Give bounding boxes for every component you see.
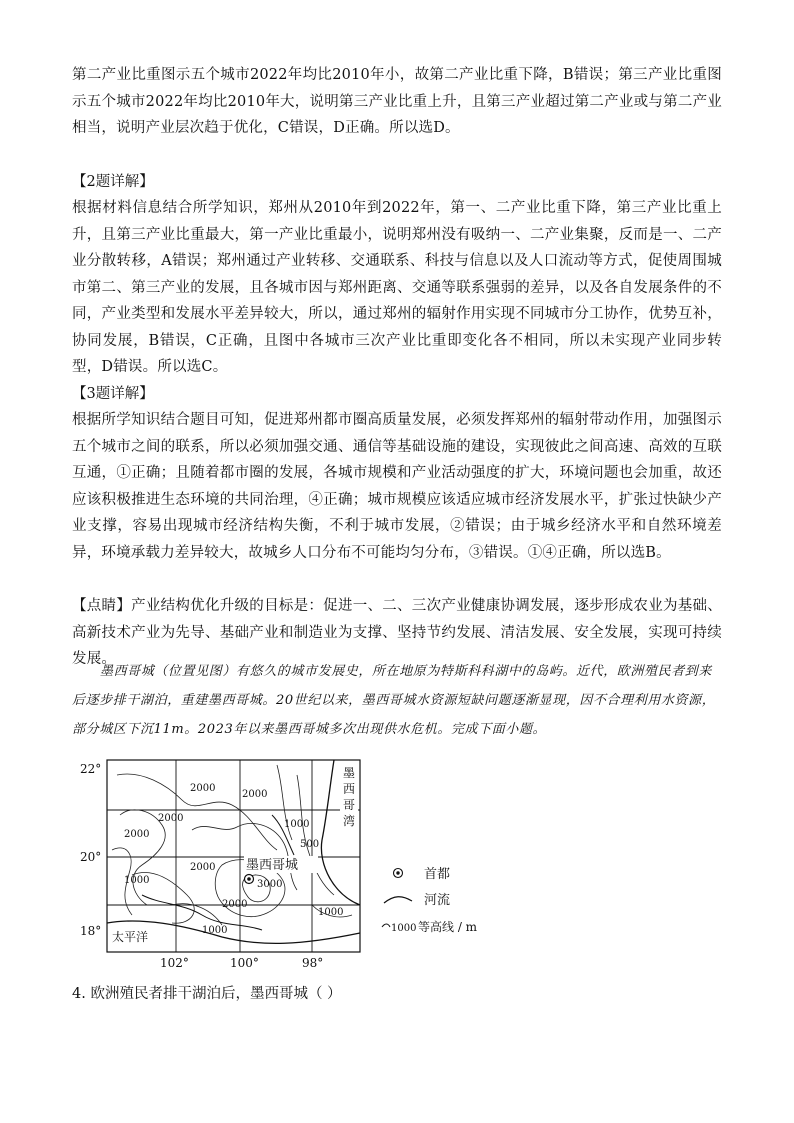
gulf-label-char: 墨 [343, 766, 356, 780]
gulf-label-char: 湾 [343, 814, 356, 828]
contour-label: 1000 [284, 819, 310, 830]
gulf-label-char: 西 [343, 782, 356, 796]
contour-label: 2000 [158, 813, 184, 824]
capital-dot-icon [247, 877, 251, 881]
lon-label: 100° [230, 956, 259, 970]
contour-label: 2000 [222, 899, 248, 910]
question-4: 4. 欧洲殖民者排干湖泊后，墨西哥城（ ） [72, 986, 342, 1002]
map-legend [382, 866, 478, 934]
contour-label: 2000 [242, 789, 268, 800]
contour-label: 1000 [124, 875, 150, 886]
contour-label: 3000 [257, 879, 283, 890]
contour-label: 1000 [202, 925, 228, 936]
city-label: 墨西哥城 [246, 858, 299, 873]
contour-label: 2000 [190, 862, 216, 873]
paragraph-key-point: 【点睛】产业结构优化升级的目标是：促进一、二、三次产业健康协调发展，逐步形成农业为基础、高新技术产业为先导、基础产业和制造业为支撑、坚持节约发展、清洁发展、安全发展，实现可持续发展。 [72, 598, 722, 667]
legend-capital-label: 首都 [424, 867, 451, 882]
heading-q3-detail: 【3题详解】 [72, 386, 154, 402]
lon-label: 98° [302, 956, 324, 970]
paragraph-answer-2: 根据材料信息结合所学知识，郑州从2010年到2022年，第一、二产业比重下降，第三产业比重上升，且第三产业比重最大，第一产业比重最小，说明郑州没有吸纳一、二产业集聚，反而是一、二产业分散转移，A错误；郑州通过产业转移、交通联系、科技与信息以及人口流动等方式，促使周围城市第二、第三产业的发展，且各城市因与郑州距离、交通等联系强弱的差异，以及各自发展条件的不同，产业类型和发展水平差异较大，所以，通过郑州的辐射作用实现不同城市分工协作，优势互补，协同发展，B错误，C正确，且图中各城市三次产业比重即变化各不相同，所以未实现产业同步转型，D错误。所以选C。 [72, 200, 722, 375]
paragraph-answer-1-tail: 第二产业比重图示五个城市2022年均比2010年小，故第二产业比重下降，B错误；第三产业比重图示五个城市2022年均比2010年大，说明第三产业比重上升，且第三产业超过第二产业或与第二产业相当，说明产业层次趋于优化，C错误，D正确。所以选D。 [72, 67, 722, 136]
lat-label: 22° [80, 762, 102, 776]
legend-contour-icon [382, 924, 390, 927]
lat-label: 20° [80, 850, 102, 864]
contour-label: 2000 [190, 783, 216, 794]
lat-label: 18° [80, 924, 102, 938]
legend-river-icon [384, 897, 412, 903]
legend-contour-sample: 1000 [391, 923, 417, 934]
gulf-label-char: 哥 [343, 798, 356, 812]
contour-label: 500 [300, 839, 320, 850]
contour-label: 2000 [124, 829, 150, 840]
legend-river-label: 河流 [424, 893, 451, 908]
material-body: 墨西哥城（位置见图）有悠久的城市发展史，所在地原为特斯科科湖中的岛屿。近代，欧洲殖民者到来后逐步排干湖泊，重建墨西哥城。20世纪以来，墨西哥城水资源短缺问题逐渐显现，因不合理利用水资源，部分城区下沉11m。2023年以来墨西哥城多次出现供水危机。完成下面小题。 [72, 664, 716, 737]
paragraph-answer-3: 根据所学知识结合题目可知，促进郑州都市圈高质量发展，必须发挥郑州的辐射带动作用，加强图示五个城市之间的联系，所以必须加强交通、通信等基础设施的建设，实现彼此之间高速、高效的互联互通，①正确；且随着都市圈的发展，各城市规模和产业活动强度的扩大，环境问题也会加重，故还应该积极推进生态环境的共同治理，④正确；城市规模应该适应城市经济发展水平，扩张过快缺少产业支撑，容易出现城市经济结构失衡，不利于城市发展，②错误；由于城乡经济水平和自然环境差异，环境承载力差异较大，故城乡人口分布不可能均匀分布，③错误。①④正确，所以选B。 [72, 412, 722, 561]
material-text [72, 657, 722, 744]
contour-label: 1000 [318, 907, 344, 918]
heading-q2-detail: 【2题详解】 [72, 174, 154, 190]
mexico-city-map [72, 755, 492, 970]
legend-contour-label: 等高线 / m [418, 920, 478, 934]
lon-label: 102° [160, 956, 189, 970]
ocean-label: 太平洋 [112, 930, 149, 944]
